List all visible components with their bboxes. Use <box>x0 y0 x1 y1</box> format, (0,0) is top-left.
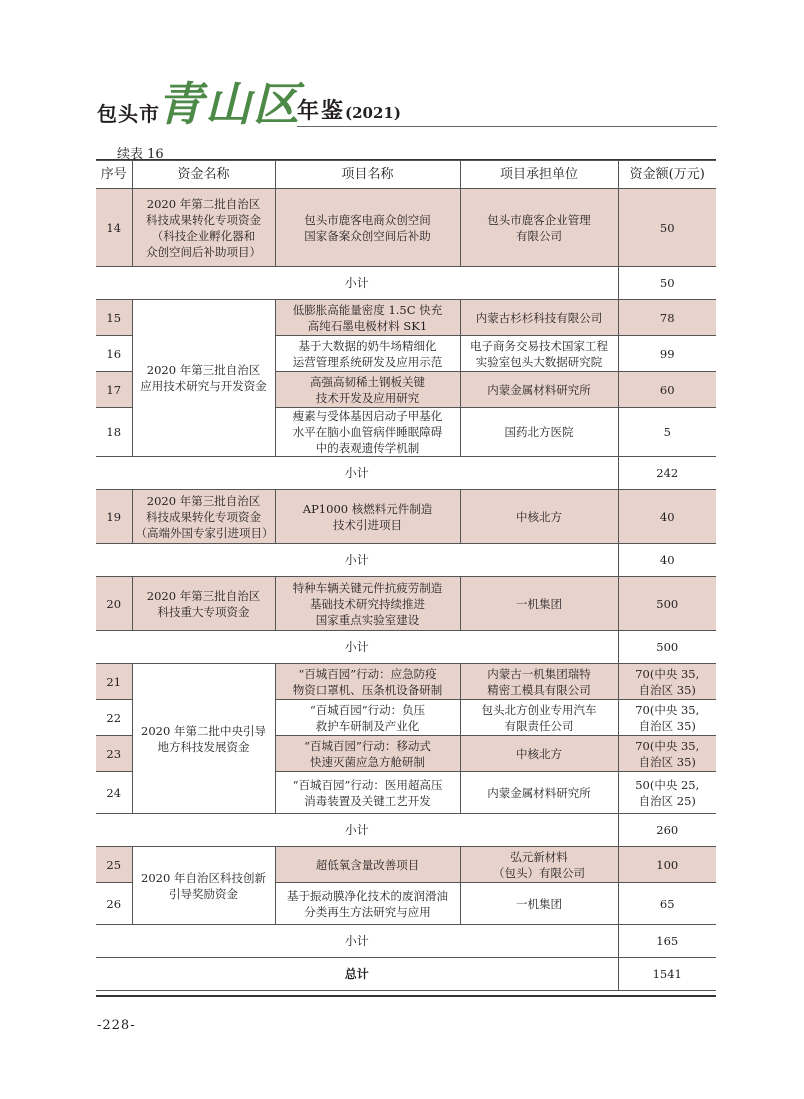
responsible-unit-cell: 内蒙金属材料研究所 <box>460 372 618 408</box>
amount-cell: 40 <box>618 490 716 544</box>
amount-cell: 70(中央 35, 自治区 35) <box>618 700 716 736</box>
amount-cell: 100 <box>618 847 716 883</box>
responsible-unit-cell: 一机集团 <box>460 577 618 631</box>
project-name-cell: 基于振动膜净化技术的废润滑油 分类再生方法研究与应用 <box>275 883 460 925</box>
subtotal-value-cell: 242 <box>618 457 716 490</box>
subtotal-row <box>96 814 716 847</box>
responsible-unit-cell: 内蒙古一机集团瑞特 精密工模具有限公司 <box>460 664 618 700</box>
fund-name-cell: 2020 年第三批自治区 科技重大专项资金 <box>132 577 275 631</box>
total-row <box>96 958 716 991</box>
subtotal-row <box>96 631 716 664</box>
responsible-unit-cell: 弘元新材料 （包头）有限公司 <box>460 847 618 883</box>
project-name-cell: 基于大数据的奶牛场精细化 运营管理系统研发及应用示范 <box>275 336 460 372</box>
subtotal-row <box>96 267 716 300</box>
table-bottom-rule <box>96 995 716 997</box>
col-header-unit: 项目承担单位 <box>460 161 618 189</box>
total-value-cell: 1541 <box>618 958 716 991</box>
table-continued-label: 续表 16 <box>117 147 164 162</box>
header-year: (2021) <box>345 104 401 122</box>
page-number: -228- <box>97 1018 136 1033</box>
responsible-unit-cell: 一机集团 <box>460 883 618 925</box>
yearbook-header <box>97 66 717 131</box>
project-name-cell: “百城百园”行动：医用超高压 消毒装置及关键工艺开发 <box>275 772 460 814</box>
subtotal-value-cell: 165 <box>618 925 716 958</box>
amount-cell: 78 <box>618 300 716 336</box>
subtotal-value-cell: 40 <box>618 544 716 577</box>
col-header-fund: 资金名称 <box>132 161 275 189</box>
row-number-cell: 20 <box>96 577 132 631</box>
fund-name-cell: 2020 年第二批中央引导 地方科技发展资金 <box>132 664 275 814</box>
row-number-cell: 25 <box>96 847 132 883</box>
amount-cell: 70(中央 35, 自治区 35) <box>618 736 716 772</box>
table-row <box>96 664 716 700</box>
subtotal-label-cell: 小计 <box>96 631 618 664</box>
responsible-unit-cell: 包头北方创业专用汽车 有限责任公司 <box>460 700 618 736</box>
table-header-row <box>96 161 716 189</box>
row-number-cell: 23 <box>96 736 132 772</box>
subtotal-label-cell: 小计 <box>96 267 618 300</box>
row-number-cell: 18 <box>96 408 132 457</box>
project-name-cell: 特种车辆关键元件抗疲劳制造 基础技术研究持续推进 国家重点实验室建设 <box>275 577 460 631</box>
project-name-cell: 低膨胀高能量密度 1.5C 快充 高纯石墨电极材料 SK1 <box>275 300 460 336</box>
fund-name-cell: 2020 年自治区科技创新 引导奖励资金 <box>132 847 275 925</box>
header-city: 包头市 <box>97 102 160 126</box>
subtotal-row <box>96 925 716 958</box>
project-name-cell: 高强高韧稀土钢板关键 技术开发及应用研究 <box>275 372 460 408</box>
amount-cell: 60 <box>618 372 716 408</box>
amount-cell: 50(中央 25, 自治区 25) <box>618 772 716 814</box>
subtotal-value-cell: 50 <box>618 267 716 300</box>
subtotal-label-cell: 小计 <box>96 814 618 847</box>
project-name-cell: 超低氧含量改善项目 <box>275 847 460 883</box>
col-header-project: 项目名称 <box>275 161 460 189</box>
col-header-amount: 资金额(万元) <box>618 161 716 189</box>
row-number-cell: 19 <box>96 490 132 544</box>
table-row <box>96 189 716 267</box>
amount-cell: 70(中央 35, 自治区 35) <box>618 664 716 700</box>
responsible-unit-cell: 电子商务交易技术国家工程 实验室包头大数据研究院 <box>460 336 618 372</box>
responsible-unit-cell: 内蒙古杉杉科技有限公司 <box>460 300 618 336</box>
header-yearbook-word: 年鉴 <box>297 98 346 124</box>
amount-cell: 50 <box>618 189 716 267</box>
table-row <box>96 300 716 336</box>
row-number-cell: 24 <box>96 772 132 814</box>
amount-cell: 500 <box>618 577 716 631</box>
responsible-unit-cell: 国药北方医院 <box>460 408 618 457</box>
amount-cell: 5 <box>618 408 716 457</box>
col-header-no: 序号 <box>96 161 132 189</box>
project-name-cell: AP1000 核燃料元件制造 技术引进项目 <box>275 490 460 544</box>
table-row <box>96 490 716 544</box>
responsible-unit-cell: 中核北方 <box>460 736 618 772</box>
fund-name-cell: 2020 年第三批自治区 科技成果转化专项资金 （高端外国专家引进项目） <box>132 490 275 544</box>
subtotal-label-cell: 小计 <box>96 544 618 577</box>
project-name-cell: “百城百园”行动：负压 救护车研制及产业化 <box>275 700 460 736</box>
table-row <box>96 577 716 631</box>
row-number-cell: 22 <box>96 700 132 736</box>
amount-cell: 99 <box>618 336 716 372</box>
row-number-cell: 15 <box>96 300 132 336</box>
fund-name-cell: 2020 年第二批自治区 科技成果转化专项资金 （科技企业孵化器和 众创空间后补助项目） <box>132 189 275 267</box>
amount-cell: 65 <box>618 883 716 925</box>
funding-table <box>96 160 716 991</box>
responsible-unit-cell: 内蒙金属材料研究所 <box>460 772 618 814</box>
subtotal-row <box>96 544 716 577</box>
fund-name-cell: 2020 年第三批自治区 应用技术研究与开发资金 <box>132 300 275 457</box>
subtotal-row <box>96 457 716 490</box>
header-yearbook <box>297 94 401 125</box>
total-label-cell: 总计 <box>96 958 618 991</box>
subtotal-label-cell: 小计 <box>96 457 618 490</box>
subtotal-value-cell: 500 <box>618 631 716 664</box>
header-district-logo: 青山区 <box>157 77 301 131</box>
responsible-unit-cell: 中核北方 <box>460 490 618 544</box>
row-number-cell: 26 <box>96 883 132 925</box>
table-row <box>96 847 716 883</box>
row-number-cell: 14 <box>96 189 132 267</box>
project-name-cell: 包头市鹿客电商众创空间 国家备案众创空间后补助 <box>275 189 460 267</box>
responsible-unit-cell: 包头市鹿客企业管理 有限公司 <box>460 189 618 267</box>
project-name-cell: 瘦素与受体基因启动子甲基化 水平在脑小血管病伴睡眠障碍 中的表观遗传学机制 <box>275 408 460 457</box>
subtotal-label-cell: 小计 <box>96 925 618 958</box>
row-number-cell: 17 <box>96 372 132 408</box>
subtotal-value-cell: 260 <box>618 814 716 847</box>
project-name-cell: “百城百园”行动：应急防疫 物资口罩机、压条机设备研制 <box>275 664 460 700</box>
project-name-cell: “百城百园”行动：移动式 快速灭菌应急方舱研制 <box>275 736 460 772</box>
header-rule <box>297 126 717 127</box>
row-number-cell: 21 <box>96 664 132 700</box>
row-number-cell: 16 <box>96 336 132 372</box>
